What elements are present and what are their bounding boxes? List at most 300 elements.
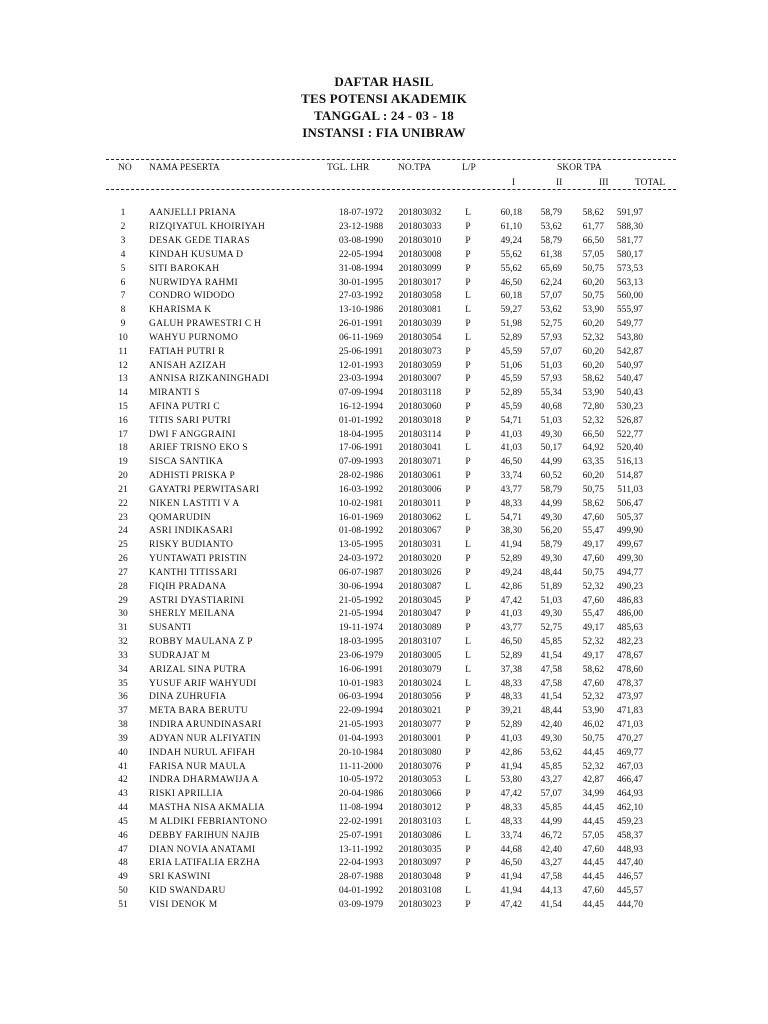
tpa-number: 201803086 [398, 830, 442, 841]
score-ii: 53,62 [540, 747, 562, 758]
row-number: 10 [118, 332, 128, 343]
gender: L [465, 664, 471, 675]
table-row [106, 484, 643, 498]
birth-date: 28-07-1988 [338, 872, 384, 883]
score-iii: 49,17 [582, 540, 604, 551]
participant-name: ARIEF TRISNO EKO S [149, 443, 248, 454]
gender: P [465, 374, 471, 385]
participant-name: MIRANTI S [149, 388, 200, 399]
participant-name: ASRI INDIKASARI [149, 526, 233, 537]
gender: L [465, 443, 471, 454]
total-score: 581,77 [616, 236, 643, 247]
total-score: 486,00 [616, 609, 643, 620]
total-score: 506,47 [616, 498, 643, 509]
score-i: 52,89 [500, 388, 522, 399]
gender: P [465, 899, 471, 910]
tpa-number: 201803089 [398, 623, 442, 634]
score-iii: 47,60 [582, 885, 604, 896]
row-number: 6 [120, 277, 126, 288]
participant-name: ARIZAL SINA PUTRA [149, 664, 247, 675]
participant-name: RISKY BUDIANTO [149, 540, 234, 551]
participant-name: RISKI APRILLIA [149, 789, 224, 800]
table-row [106, 331, 643, 345]
table-row [106, 401, 643, 415]
participant-name: AFINA PUTRI C [149, 402, 220, 412]
gender: P [465, 526, 471, 537]
birth-date: 21-05-1994 [338, 609, 384, 620]
birth-date: 28-02-1986 [338, 471, 384, 482]
score-iii: 66,50 [582, 236, 604, 247]
score-iii: 72,80 [582, 402, 604, 412]
score-ii: 45,85 [540, 803, 562, 814]
gender: L [465, 540, 471, 551]
score-i: 52,89 [500, 554, 522, 565]
gender: P [465, 360, 471, 371]
total-score: 580,17 [616, 249, 643, 260]
tpa-number: 201803073 [398, 346, 442, 357]
table-row [106, 262, 643, 276]
score-ii: 47,58 [540, 678, 562, 689]
score-ii: 57,93 [540, 374, 562, 385]
participant-name: DIAN NOVIA ANATAMI [149, 844, 256, 855]
gender: P [465, 623, 471, 634]
gender: P [465, 263, 471, 274]
gender: L [465, 512, 471, 523]
row-number: 19 [118, 457, 128, 468]
score-iii: 53,90 [582, 305, 604, 316]
score-ii: 46,72 [540, 830, 562, 841]
total-score: 471,83 [616, 706, 643, 717]
total-score: 540,47 [616, 374, 643, 385]
row-number: 4 [120, 249, 126, 260]
score-iii: 47,60 [582, 554, 604, 565]
tpa-number: 201803056 [398, 692, 442, 703]
row-number: 12 [118, 360, 128, 371]
gender: P [465, 844, 471, 855]
score-ii: 57,07 [540, 346, 562, 357]
score-ii: 49,30 [540, 554, 562, 565]
score-i: 48,33 [500, 498, 522, 509]
test-name: TES POTENSI AKADEMIK [301, 91, 467, 106]
score-ii: 45,85 [540, 761, 562, 772]
row-number: 3 [120, 236, 126, 247]
score-iii: 52,32 [582, 415, 604, 426]
score-ii: 50,17 [540, 443, 562, 454]
table-row [106, 414, 643, 428]
table-row [106, 207, 643, 221]
score-iii: 52,32 [582, 332, 604, 343]
score-ii: 55,34 [540, 388, 562, 399]
participant-name: SUDRAJAT M [149, 650, 211, 661]
gender: P [465, 249, 471, 260]
total-score: 445,57 [616, 885, 643, 896]
tpa-number: 201803048 [398, 872, 442, 883]
total-score: 514,87 [616, 471, 643, 482]
gender: L [465, 637, 471, 648]
results-table [106, 207, 643, 912]
total-score: 499,67 [616, 540, 643, 551]
score-i: 54,71 [500, 512, 522, 523]
score-i: 51,98 [500, 319, 522, 330]
score-ii: 48,44 [540, 706, 562, 717]
birth-date: 01-01-1992 [338, 415, 384, 426]
total-score: 560,00 [616, 291, 643, 302]
score-ii: 42,40 [540, 720, 562, 731]
row-number: 44 [118, 803, 128, 814]
tpa-number: 201803079 [398, 664, 442, 675]
birth-date: 13-05-1995 [338, 540, 384, 551]
score-ii: 44,99 [540, 816, 562, 827]
score-iii: 60,20 [582, 319, 604, 330]
row-number: 26 [118, 554, 128, 565]
table-row [106, 732, 643, 746]
total-score: 471,03 [616, 720, 643, 731]
participant-name: SHERLY MEILANA [149, 609, 236, 620]
table-row [106, 802, 643, 816]
row-number: 23 [118, 512, 128, 523]
score-i: 43,77 [500, 484, 522, 495]
tpa-number: 201803032 [398, 208, 442, 219]
total-score: 444,70 [616, 899, 643, 910]
gender: L [465, 885, 471, 896]
tpa-number: 201803005 [398, 650, 442, 661]
participant-name: META BARA BERUTU [149, 706, 249, 717]
tpa-number: 201803071 [398, 457, 442, 468]
birth-date: 20-04-1986 [338, 789, 384, 800]
total-score: 486,83 [616, 595, 643, 606]
row-number: 47 [118, 844, 128, 855]
row-number: 28 [118, 581, 128, 592]
score-i: 47,42 [500, 789, 522, 800]
score-ii: 58,79 [540, 208, 562, 219]
gender: P [465, 236, 471, 247]
document-header [0, 73, 768, 141]
participant-name: SISCA SANTIKA [149, 457, 224, 468]
birth-date: 19-11-1974 [339, 623, 383, 634]
gender: P [465, 498, 471, 509]
col-header-name: NAMA PESERTA [149, 163, 220, 173]
birth-date: 10-01-1983 [338, 678, 384, 689]
score-iii: 50,75 [582, 733, 604, 744]
score-i: 52,89 [500, 332, 522, 343]
birth-date: 06-11-1969 [339, 332, 383, 343]
tpa-number: 201803076 [398, 761, 442, 772]
tpa-number: 201803114 [398, 429, 442, 440]
tpa-number: 201803021 [398, 706, 442, 717]
score-iii: 60,20 [582, 360, 604, 371]
score-iii: 52,32 [582, 637, 604, 648]
total-score: 462,10 [616, 803, 643, 814]
row-number: 43 [118, 789, 128, 800]
row-number: 22 [118, 498, 128, 509]
birth-date: 24-03-1972 [338, 554, 384, 565]
table-row [106, 221, 643, 235]
score-ii: 58,79 [540, 540, 562, 551]
tpa-number: 201803077 [398, 720, 442, 731]
score-i: 41,03 [500, 443, 522, 454]
table-row [106, 746, 643, 760]
score-ii: 49,30 [540, 429, 562, 440]
participant-name: SUSANTI [149, 623, 192, 634]
score-i: 46,50 [500, 637, 522, 648]
tpa-number: 201803011 [398, 498, 442, 509]
score-ii: 49,30 [540, 609, 562, 620]
score-ii: 41,54 [540, 899, 562, 910]
total-score: 458,37 [616, 830, 643, 841]
score-iii: 60,20 [582, 346, 604, 357]
row-number: 14 [118, 388, 128, 399]
score-ii: 58,79 [540, 484, 562, 495]
participant-name: VISI DENOK M [149, 899, 218, 910]
participant-name: MASTHA NISA AKMALIA [149, 803, 266, 814]
tpa-number: 201803023 [398, 899, 442, 910]
score-iii: 47,60 [582, 678, 604, 689]
table-row [106, 456, 643, 470]
tpa-number: 201803097 [398, 858, 442, 869]
score-i: 55,62 [500, 249, 522, 260]
birth-date: 11-11-2000 [339, 761, 383, 772]
participant-name: NIKEN LASTITI V A [149, 498, 240, 509]
score-i: 45,59 [500, 402, 522, 412]
score-i: 48,33 [500, 678, 522, 689]
participant-name: ANISAH AZIZAH [149, 360, 226, 371]
col-header-ii: II [556, 178, 563, 188]
table-row [106, 553, 643, 567]
table-row [106, 636, 643, 650]
participant-name: ADHISTI PRISKA P [149, 471, 236, 482]
participant-name: SITI BAROKAH [149, 263, 220, 274]
participant-name: QOMARUDIN [149, 512, 211, 523]
participant-name: GAYATRI PERWITASARI [149, 484, 260, 495]
score-iii: 44,45 [582, 803, 604, 814]
table-row [106, 663, 643, 677]
total-score: 516,13 [616, 457, 643, 468]
score-iii: 66,50 [582, 429, 604, 440]
gender: L [465, 775, 471, 786]
score-iii: 44,45 [582, 816, 604, 827]
score-iii: 57,05 [582, 830, 604, 841]
participant-name: INDAH NURUL AFIFAH [149, 747, 256, 758]
gender: P [465, 222, 471, 233]
total-score: 520,40 [616, 443, 643, 454]
row-number: 7 [120, 291, 126, 302]
participant-name: AANJELLI PRIANA [149, 208, 237, 219]
score-ii: 60,52 [540, 471, 562, 482]
score-i: 45,59 [500, 374, 522, 385]
birth-date: 07-09-1993 [338, 457, 384, 468]
score-iii: 50,75 [582, 567, 604, 578]
row-number: 39 [118, 733, 128, 744]
participant-name: CONDRO WIDODO [149, 291, 235, 302]
tpa-number: 201803039 [398, 319, 442, 330]
row-number: 37 [118, 706, 128, 717]
tpa-number: 201803006 [398, 484, 442, 495]
score-iii: 60,20 [582, 471, 604, 482]
tpa-number: 201803107 [398, 637, 442, 648]
tpa-number: 201803099 [398, 263, 442, 274]
gender: P [465, 595, 471, 606]
participant-name: NURWIDYA RAHMI [149, 277, 238, 288]
tpa-number: 201803103 [398, 816, 442, 827]
birth-date: 06-07-1987 [338, 567, 384, 578]
score-i: 54,71 [500, 415, 522, 426]
gender: P [465, 319, 471, 330]
participant-name: KID SWANDARU [149, 885, 226, 896]
col-header-i: I [512, 178, 516, 188]
gender: L [465, 678, 471, 689]
score-i: 46,50 [500, 277, 522, 288]
gender: P [465, 457, 471, 468]
tpa-number: 201803062 [398, 512, 442, 523]
total-score: 542,87 [616, 346, 643, 357]
score-iii: 58,62 [582, 498, 604, 509]
tpa-number: 201803008 [398, 249, 442, 260]
row-number: 41 [118, 761, 128, 772]
col-header-lp: L/P [462, 163, 476, 173]
tpa-number: 201803020 [398, 554, 442, 565]
gender: P [465, 706, 471, 717]
score-iii: 50,75 [582, 291, 604, 302]
birth-date: 21-05-1993 [338, 720, 384, 731]
score-iii: 63,35 [582, 457, 604, 468]
score-iii: 34,99 [582, 789, 604, 800]
col-header-skor: SKOR TPA [557, 163, 602, 173]
birth-date: 16-01-1969 [338, 512, 384, 523]
table-row [106, 691, 643, 705]
row-number: 35 [118, 678, 128, 689]
score-ii: 51,03 [540, 360, 562, 371]
score-iii: 50,75 [582, 263, 604, 274]
table-row [106, 677, 643, 691]
gender: P [465, 747, 471, 758]
table-row [106, 760, 643, 774]
gender: L [465, 208, 471, 219]
row-number: 8 [120, 305, 126, 316]
birth-date: 16-03-1992 [338, 484, 384, 495]
score-iii: 52,32 [582, 581, 604, 592]
participant-name: RIZQIYATUL KHOIRIYAH [149, 222, 266, 233]
score-iii: 44,45 [582, 858, 604, 869]
gender: P [465, 872, 471, 883]
score-iii: 49,17 [582, 623, 604, 634]
gender: P [465, 346, 471, 357]
score-ii: 41,54 [540, 650, 562, 661]
gender: P [465, 567, 471, 578]
total-score: 446,57 [616, 872, 643, 883]
header-bottom-rule [106, 189, 676, 190]
birth-date: 26-01-1991 [338, 319, 384, 330]
total-score: 482,23 [616, 637, 643, 648]
score-iii: 61,77 [582, 222, 604, 233]
gender: L [465, 332, 471, 343]
score-iii: 49,17 [582, 650, 604, 661]
total-score: 499,30 [616, 554, 643, 565]
tpa-number: 201803010 [398, 236, 442, 247]
tpa-number: 201803026 [398, 567, 442, 578]
score-iii: 55,47 [582, 609, 604, 620]
participant-name: WAHYU PURNOMO [149, 332, 239, 343]
score-iii: 42,87 [582, 775, 604, 786]
score-ii: 45,85 [540, 637, 562, 648]
table-row [106, 829, 643, 843]
table-row [106, 387, 643, 401]
row-number: 40 [118, 747, 128, 758]
score-i: 41,94 [500, 872, 522, 883]
birth-date: 23-03-1994 [338, 374, 384, 385]
participant-name: TITIS SARI PUTRI [149, 415, 231, 426]
gender: P [465, 415, 471, 426]
score-i: 60,18 [500, 291, 522, 302]
score-i: 52,89 [500, 650, 522, 661]
score-iii: 57,05 [582, 249, 604, 260]
table-row [106, 373, 643, 387]
score-ii: 49,30 [540, 512, 562, 523]
score-i: 43,77 [500, 623, 522, 634]
gender: P [465, 471, 471, 482]
col-header-dob: TGL. LHR [327, 163, 370, 173]
total-score: 549,77 [616, 319, 643, 330]
tpa-number: 201803024 [398, 678, 442, 689]
row-number: 48 [118, 858, 128, 869]
gender: P [465, 277, 471, 288]
col-header-total: TOTAL [635, 178, 666, 188]
participant-name: FIQIH PRADANA [149, 581, 227, 592]
tpa-number: 201803118 [398, 388, 442, 399]
participant-name: YUNTAWATI PRISTIN [149, 554, 247, 565]
score-i: 47,42 [500, 899, 522, 910]
score-i: 41,94 [500, 761, 522, 772]
row-number: 32 [118, 637, 128, 648]
total-score: 573,53 [616, 263, 643, 274]
tpa-number: 201803067 [398, 526, 442, 537]
score-ii: 47,58 [540, 872, 562, 883]
participant-name: ADYAN NUR ALFIYATIN [149, 733, 261, 744]
score-ii: 57,07 [540, 789, 562, 800]
table-row [106, 650, 643, 664]
score-i: 45,59 [500, 346, 522, 357]
participant-name: ANNISA RIZKANINGHADI [149, 374, 270, 385]
total-score: 470,27 [616, 733, 643, 744]
score-ii: 49,30 [540, 733, 562, 744]
birth-date: 31-08-1994 [338, 263, 384, 274]
tpa-number: 201803041 [398, 443, 442, 454]
row-number: 21 [118, 484, 128, 495]
gender: P [465, 692, 471, 703]
tpa-number: 201803054 [398, 332, 442, 343]
table-row [106, 567, 643, 581]
participant-name: FATIAH PUTRI R [149, 346, 225, 357]
score-i: 42,86 [500, 581, 522, 592]
gender: P [465, 720, 471, 731]
birth-date: 23-06-1979 [338, 650, 384, 661]
table-row [106, 594, 643, 608]
gender: L [465, 581, 471, 592]
tpa-number: 201803081 [398, 305, 442, 316]
score-iii: 52,32 [582, 692, 604, 703]
score-i: 33,74 [500, 471, 522, 482]
total-score: 467,03 [616, 761, 643, 772]
gender: P [465, 733, 471, 744]
score-ii: 44,99 [540, 457, 562, 468]
birth-date: 27-03-1992 [338, 291, 384, 302]
score-i: 42,86 [500, 747, 522, 758]
table-row [106, 248, 643, 262]
tpa-number: 201803017 [398, 277, 442, 288]
total-score: 543,80 [616, 332, 643, 343]
table-row [106, 525, 643, 539]
gender: L [465, 305, 471, 316]
score-iii: 44,45 [582, 899, 604, 910]
